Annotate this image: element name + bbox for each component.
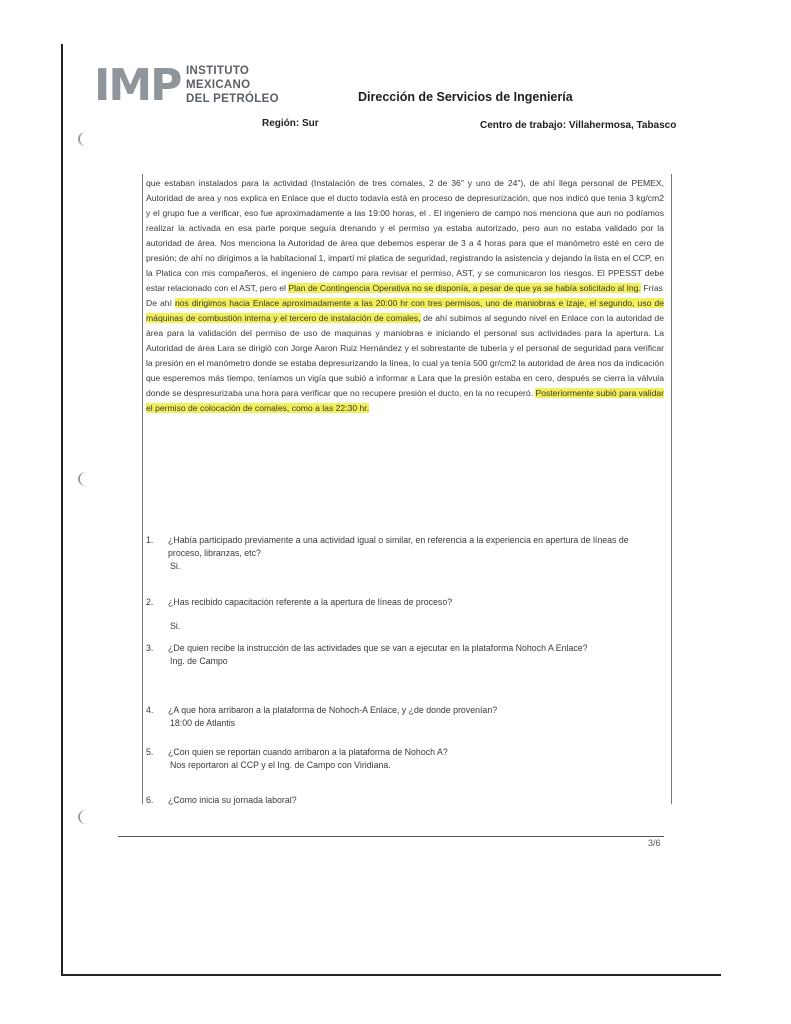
highlighted-text: Posteriormente subió para validar el permiso de colocación de comales, como a las 22:30 hr. — [146, 388, 665, 413]
question-body — [168, 794, 638, 807]
question-number: 5. — [146, 747, 154, 757]
question-number: 4. — [146, 705, 154, 715]
narrative-text-run: De ahí — [146, 298, 175, 308]
question-text: ¿Has recibido capacitación referente a la apertura de líneas de proceso? — [168, 597, 453, 607]
question-text: ¿Como inicia su jornada laboral? — [168, 795, 297, 805]
answer-text: 18:00 de Atlantis — [170, 718, 236, 728]
question-text: ¿De quien recibe la instrucción de las actividades que se van a ejecutar en la plataforma Nohoch A Enlace? — [168, 643, 588, 653]
narrative-text-run: que estaban instalados para la actividad (Instalación de tres comales, 2 de 36" y uno de 24"), de ahí llega personal de PEMEX, Autoridad de area y nos explica en Enlace que el ducto todavía está en proceso de depresurización, que nos indicó que tenia 3 kg/cm2 y el grupo fue a verificar, eso fue aproximadamente a las 19:00 horas, el . El ingeniero de campo nos menciona que aun no podíamos realizar la activada en esa parte porque seguía drenando y el permiso ya estaba autorizado, pero aun no estaba validado por la autoridad de área. Nos menciona la Autoridad de área que debemos esperar de 3 a 4 horas para que el manómetro esté en cero de presión; de ahí no dirigimos a la habitacional 1, impartí mi platica de seguridad, registrando la asistencia y dejando la lista en el CCP, en la Platica con mis compañeros, el ingeniero de campo para revisar el permiso, AST, y se comunicaron los riesgos. El PPESST debe estar relacionado con el AST, pero el — [146, 178, 664, 293]
answer-text: Si. — [170, 621, 181, 631]
region-label: Región: Sur — [262, 118, 319, 129]
punch-hole-mark — [78, 472, 94, 486]
narrative-paragraph-2 — [146, 296, 664, 416]
logo-text — [186, 64, 279, 106]
highlighted-text: Plan de Contingencia Operativa no se disponía, a pesar de que ya se había solicitado al Ing. — [288, 283, 641, 293]
narrative-text-run: Frías — [640, 283, 663, 293]
answer-text: Si. — [170, 561, 181, 571]
answer-text: Ing. de Campo — [170, 656, 228, 666]
question-body — [168, 642, 638, 668]
logo-line-1: INSTITUTO — [186, 65, 250, 77]
question-number: 3. — [146, 643, 154, 653]
left-border-line — [61, 44, 63, 976]
question-body — [168, 746, 638, 772]
question-body — [168, 704, 638, 730]
question-text: ¿A que hora arribaron a la plataforma de Nohoch-A Enlace, y ¿de donde provenían? — [168, 705, 498, 715]
question-number: 6. — [146, 795, 154, 805]
page-number: 3/6 — [648, 838, 661, 848]
narrative-text-run: de ahí subimos al segundo nivel en Enlace con la autoridad de área para la validación del permiso de uso de maquinas y maniobras e iniciando el personal sus actividades para la apertura. La Autoridad de área Lara se dirigió con Jorge Aaron Ruiz Hernández y el sobrestante de tubería y el personal de seguridad para verificar la presión en el manómetro donde se estaba depresurizando la línea, lo cual ya tenía 500 gr/cm2 la autoridad de área nos da indicación que esperemos más tiempo, teníamos un vigía que subió a informar a Lara que la presión estaba en cero, después se cierra la válvula donde se despresurizaba una hora para verificar que no recupere presión el ducto, en la no recuperó. — [146, 313, 664, 398]
logo-line-3: DEL PETRÓLEO — [186, 93, 279, 105]
question-text: ¿Con quien se reportan cuando arribaron a la plataforma de Nohoch A? — [168, 747, 448, 757]
logo-line-2: MEXICANO — [186, 79, 251, 91]
question-body — [168, 596, 638, 633]
question-text: ¿Había participado previamente a una actividad igual o similar, en referencia a la experiencia en apertura de líneas de proceso, libranzas, etc? — [168, 535, 629, 558]
answer-text: Nos reportaron al CCP y el Ing. de Campo con Viridiana. — [170, 760, 391, 770]
workplace-label: Centro de trabajo: Villahermosa, Tabasco — [480, 120, 677, 131]
department-title: Dirección de Servicios de Ingeniería — [358, 90, 573, 104]
narrative-paragraph-1 — [146, 176, 664, 296]
narrative-text — [146, 176, 664, 416]
footer-divider — [118, 836, 664, 837]
bottom-border-line — [61, 974, 721, 976]
question-number: 2. — [146, 597, 154, 607]
question-body — [168, 534, 638, 573]
punch-hole-mark — [78, 132, 94, 146]
imp-logo — [94, 62, 324, 110]
logo-mark: IMP — [94, 60, 181, 111]
punch-hole-mark — [78, 810, 94, 824]
question-number: 1. — [146, 535, 154, 545]
highlighted-text: nos dirigimos hacia Enlace aproximadamente a las 20:00 hr con tres permisos, uno de maniobras e izaje, el segundo, uso de máquinas de combustión interna y el tercero de instalación de comales, — [146, 298, 664, 323]
